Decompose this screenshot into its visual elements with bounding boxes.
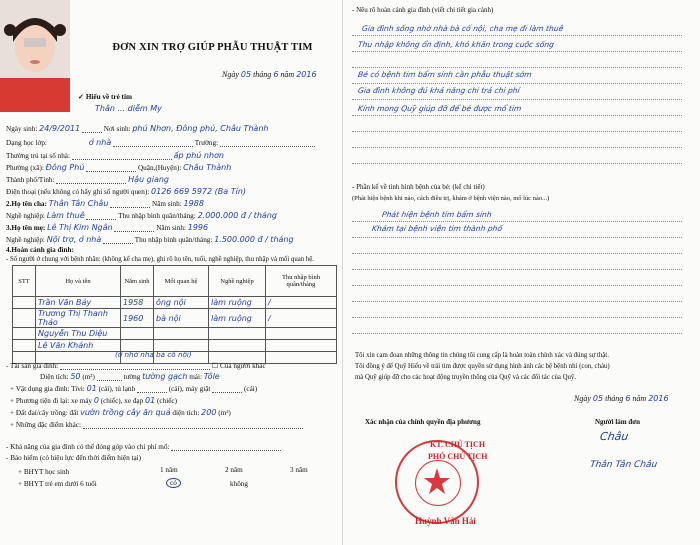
area-row: Diện tích: 50 (m²) tường tường gạch mái: Tôle [40, 372, 220, 381]
vehicles-row: + Phương tiện đi lại: xe máy 0 (chiếc), xe đạp 01 (chiếc) [10, 396, 177, 405]
portrait-image [0, 0, 70, 112]
table-row: Nguyễn Thu Diệu [13, 328, 337, 340]
phone-row: Điện thoại (nếu không có hãy ghi số người quen): 0126 669 5972 (Ba Tín) [6, 187, 247, 196]
col-job: Nghề nghiệp [209, 266, 266, 297]
father-row: 2.Họ tên cha: Thân Tân Châu Năm sinh: 1988 [6, 199, 204, 208]
mother-row: 3.Họ tên mẹ: Lê Thị Kim Ngân Năm sinh: 1996 [6, 223, 209, 232]
signer-title-1: KT. CHỦ TỊCH [430, 440, 486, 449]
reason-line-2: Thu nhập không ổn định, khó khăn trong cuộc sống [357, 40, 555, 49]
signer-title-2: PHÓ CHỦ TỊCH [428, 452, 488, 461]
reason-line-3: Bé có bệnh tim bẩm sinh cần phẫu thuật sớm [357, 70, 533, 79]
section4-header: 4.Hoàn cảnh gia đình: [6, 246, 74, 254]
hospital-label: - Phần kế về tình hình bệnh của bé: (kể chi tiết) [352, 183, 485, 191]
ward-row: Phường (xã): Đông Phú Quận,(Huyện): Châu Thành [6, 163, 232, 172]
ins-student-row: + BHYT học sinh [18, 468, 70, 476]
other-row: + Những đặc điểm khác: [10, 420, 303, 429]
form-title: ĐƠN XIN TRỢ GIÚP PHẪU THUẬT TIM [112, 42, 313, 53]
reason-label: - Nêu rõ hoàn cảnh gia đình (viết chi tiết gia cảnh) [352, 6, 494, 14]
signer-name: Huỳnh Văn Hải [415, 516, 476, 526]
applicant-signature: Châu [599, 430, 630, 443]
child-photo [0, 0, 70, 112]
appliances-row: + Vật dụng gia đình: Tivi: 01 (cái), tủ lạnh (cái), máy giặt (cái) [10, 384, 258, 393]
col-year: Năm sinh [121, 266, 154, 297]
applicant-label: Người làm đơn [595, 418, 641, 426]
reason-line-5: Kính mong Quỹ giúp đỡ để bé được mổ tim [357, 104, 523, 113]
pledge-line-2: Tôi đồng ý để Quỹ Hiểu về trái tim được quyền sử dụng hình ảnh các bệ bệnh nhi (con, cháu) [355, 363, 610, 370]
land-row: + Đất đai/cây trồng: đất vườn trồng cây ăn quả diện tích: 200 (m²) [10, 408, 231, 417]
table-row: Trương Thị Thanh Thảo 1960 bà nội làm ruộng / [13, 309, 337, 328]
form-date: Ngày 05 tháng 6 năm 2016 [222, 70, 317, 79]
col-relation: Mối quan hệ [154, 266, 209, 297]
table-note: (ở nhờ nhà bà cố nội) [115, 350, 192, 359]
pledge-line-3: mà Quỹ giúp đỡ cho các hoạt động truyền thông của Quỹ và các đối tác của Quỹ. [355, 374, 577, 381]
hospital-sub: (Phát hiện bệnh khi nào, cách điều trị, khám ở bệnh viện nào, mổ lúc nào...) [352, 195, 550, 202]
mother-job-row: Nghề nghiệp: Nội trợ, ở nhà Thu nhập bình quân/tháng: 1.500.000 đ / tháng [6, 235, 294, 244]
applicant-name: Thân Tân Châu [589, 460, 658, 470]
birth-row: Ngày sinh: 24/9/2011 Nơi sinh: phú Nhơn, Đông phú, Châu Thành [6, 124, 269, 133]
father-job-row: Nghề nghiệp: Làm thuê Thu nhập bình quân/tháng: 2.000.000 đ / tháng [6, 211, 277, 220]
insurance-row: - Bảo hiểm (có hiệu lực đến thời điểm hiện tại) [6, 454, 142, 462]
ins-2y: 2 năm [225, 466, 243, 474]
hospital-line-2: Khám tại bệnh viện tim thành phố [371, 224, 503, 233]
assets-row: - Tài sản gia đình: ☐ Của người khác [6, 362, 266, 370]
table-row: Lê Văn Khánh [13, 340, 337, 352]
ins-yes-checkbox[interactable]: có [166, 478, 181, 488]
ability-row: - Khả năng của gia đình có thể đóng góp vào chi phí mổ: [6, 442, 281, 451]
reason-line-1: Gia đình sống nhờ nhà bà cố nội, cha mẹ đi làm thuê [361, 24, 564, 33]
sign-date: Ngày 05 tháng 6 năm 2016 [574, 394, 669, 403]
ins-no-checkbox[interactable]: không [230, 480, 248, 488]
ins-under6-row: + BHYT trẻ em dưới 6 tuổi [18, 480, 97, 488]
child-name-row: Thân ... diễm My [95, 104, 162, 113]
section1-header: ✓ Hiểu về trẻ tim [78, 93, 132, 101]
ins-3y: 3 năm [290, 466, 308, 474]
residence-row: Thường trú tại số nhà: ấp phú nhơn [6, 151, 224, 160]
school-row: Dạng học lớp: ở nhà Trường: [6, 138, 315, 147]
ins-1y: 1 năm [160, 466, 178, 474]
reason-line-4: Gia đình không đủ khả năng chi trả chi phí [357, 86, 521, 95]
col-stt: STT [13, 266, 36, 297]
table-row: Trần Văn Bảy 1958 ông nội làm ruộng / [13, 297, 337, 309]
household-note: - Số người ở chung với bệnh nhân: (không kể cha mẹ), ghi rõ họ tên, tuổi, nghề nghiệp, thu nhập và mối quan hệ. [6, 256, 314, 263]
column-divider [342, 0, 343, 545]
pledge-line-1: Tôi xin cam đoan những thông tin chúng tôi cung cấp là hoàn toàn chính xác và đúng sự thật. [355, 352, 609, 359]
city-row: Thành phố/Tỉnh: Hậu giang [6, 175, 169, 184]
authority-label: Xác nhận của chính quyền địa phương [365, 418, 481, 426]
hospital-line-1: Phát hiện bệnh tim bẩm sinh [381, 210, 493, 219]
col-name: Họ và tên [36, 266, 121, 297]
col-income: Thu nhập bình quân/tháng [266, 266, 337, 297]
